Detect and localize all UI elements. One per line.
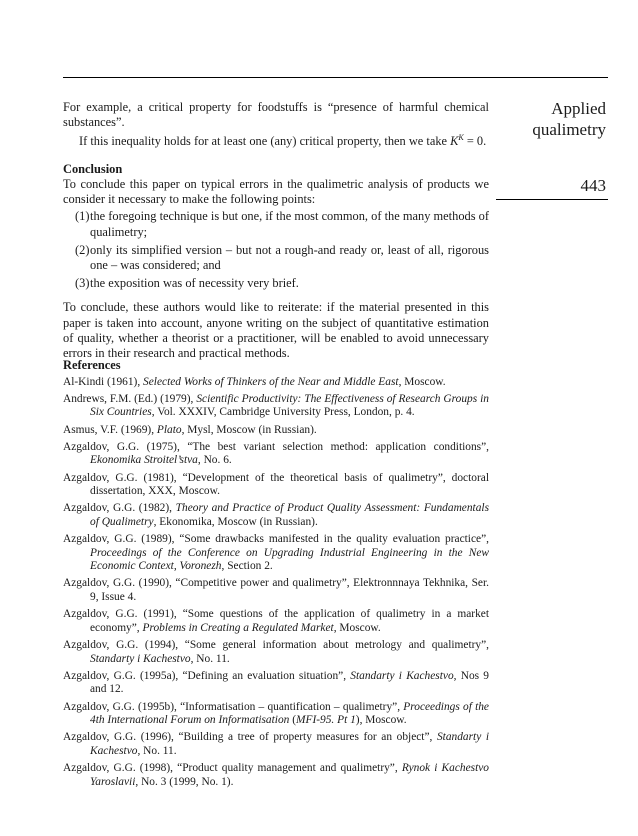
list-item-text: the exposition was of necessity very brief. [90,276,299,291]
reference-item: Azgaldov, G.G. (1995a), “Defining an evaluation situation”, Standarty i Kachestvo, Nos 9 and 12. [63,669,490,696]
reference-item: Azgaldov, G.G. (1975), “The best variant selection method: application conditions”, Ekonomika Stroitel’stva, No. 6. [63,440,489,467]
conclusion-heading: Conclusion [63,161,123,176]
journal-title-line-1: Applied [551,99,606,118]
conclusion-intro: To conclude this paper on typical errors in the qualimetric analysis of products we consider it necessary to make the following points: [63,176,489,207]
math-k-superscript: K [458,133,464,143]
list-item [63,243,489,273]
list-item [63,276,489,291]
reference-item: Azgaldov, G.G. (1982), Theory and Practice of Product Quality Assessment: Fundamentals of Qualimetry, Ekonomika, Moscow (in Russian). [63,502,490,528]
journal-section-title [532,98,606,140]
reference-item: Azgaldov, G.G. (1991), “Some questions of the application of qualimetry in a market economy”, Problems in Creating a Regulated Market, Moscow. [63,608,489,634]
main-text [63,100,489,361]
references-section [63,359,489,793]
references-heading: References [63,358,121,372]
list-item-number: (2) [75,242,90,257]
reference-item: Azgaldov, G.G. (1995b), “Informatisation – quantification – qualimetry”, Proceedings of the 4th International Forum on Informatisation (MFI-95. Pt 1), Moscow. [63,700,489,727]
list-item [63,209,489,239]
reference-item: Azgaldov, G.G. (1981), “Development of the theoretical basis of qualimetry”, doctoral dissertation, XXX, Moscow. [63,471,489,498]
reference-item: Azgaldov, G.G. (1989), “Some drawbacks manifested in the quality evaluation practice”, Proceedings of the Conference on Upgrading Industrial Engineering in the New Economic Context, Voronezh, Section 2. [63,533,489,573]
reference-item: Al-Kindi (1961), Selected Works of Thinkers of the Near and Middle East, Moscow. [63,375,446,388]
reference-item: Asmus, V.F. (1969), Plato, Mysl, Moscow (in Russian). [63,423,317,436]
list-item-number: (3) [75,276,90,291]
list-item-text: only its simplified version – but not a rough-and ready or, least of all, rigorous one – was considered; and [90,242,489,272]
reference-item: Azgaldov, G.G. (1998), “Product quality management and qualimetry”, Rynok i Kachestvo Yaroslavii, No. 3 (1999, No. 1). [63,762,489,788]
list-item-number: (1) [75,209,90,224]
closing-paragraph: To conclude, these authors would like to reiterate: if the material presented in this paper is taken into account, anyone writing on the subject of quantitative estimation of quality, whether a theorist or a practitioner, will be enabled to avoid unnecessary errors in their research and practical methods. [63,300,489,360]
paragraph-example: For example, a critical property for foodstuffs is “presence of harmful chemical substances”. [63,100,489,130]
page-number-rule [496,199,608,200]
journal-title-line-2: qualimetry [532,120,606,139]
reference-item: Azgaldov, G.G. (1990), “Competitive power and qualimetry”, Elektronnnaya Tekhnika, Ser. 9, Issue 4. [63,577,489,604]
header-rule [63,77,608,78]
list-item-text: the foregoing technique is but one, if the most common, of the many methods of qualimetry; [90,209,489,239]
paragraph-inequality [63,130,489,149]
math-k: K [450,134,459,149]
reference-item: Azgaldov, G.G. (1994), “Some general information about metrology and qualimetry”, Standarty i Kachestvo, No. 11. [63,639,489,665]
reference-item: Andrews, F.M. (Ed.) (1979), Scientific Productivity: The Effectiveness of Research Groups in Six Countries, Vol. XXXIV, Cambridge University Press, London, p. 4. [63,392,489,419]
inequality-text: If this inequality holds for at least one (any) critical property, then we take [79,134,451,149]
math-equals-zero: = 0. [463,134,487,149]
page-number: 443 [580,176,606,195]
reference-item: Azgaldov, G.G. (1996), “Building a tree of property measures for an object”, Standarty i Kachestvo, No. 11. [63,731,489,757]
